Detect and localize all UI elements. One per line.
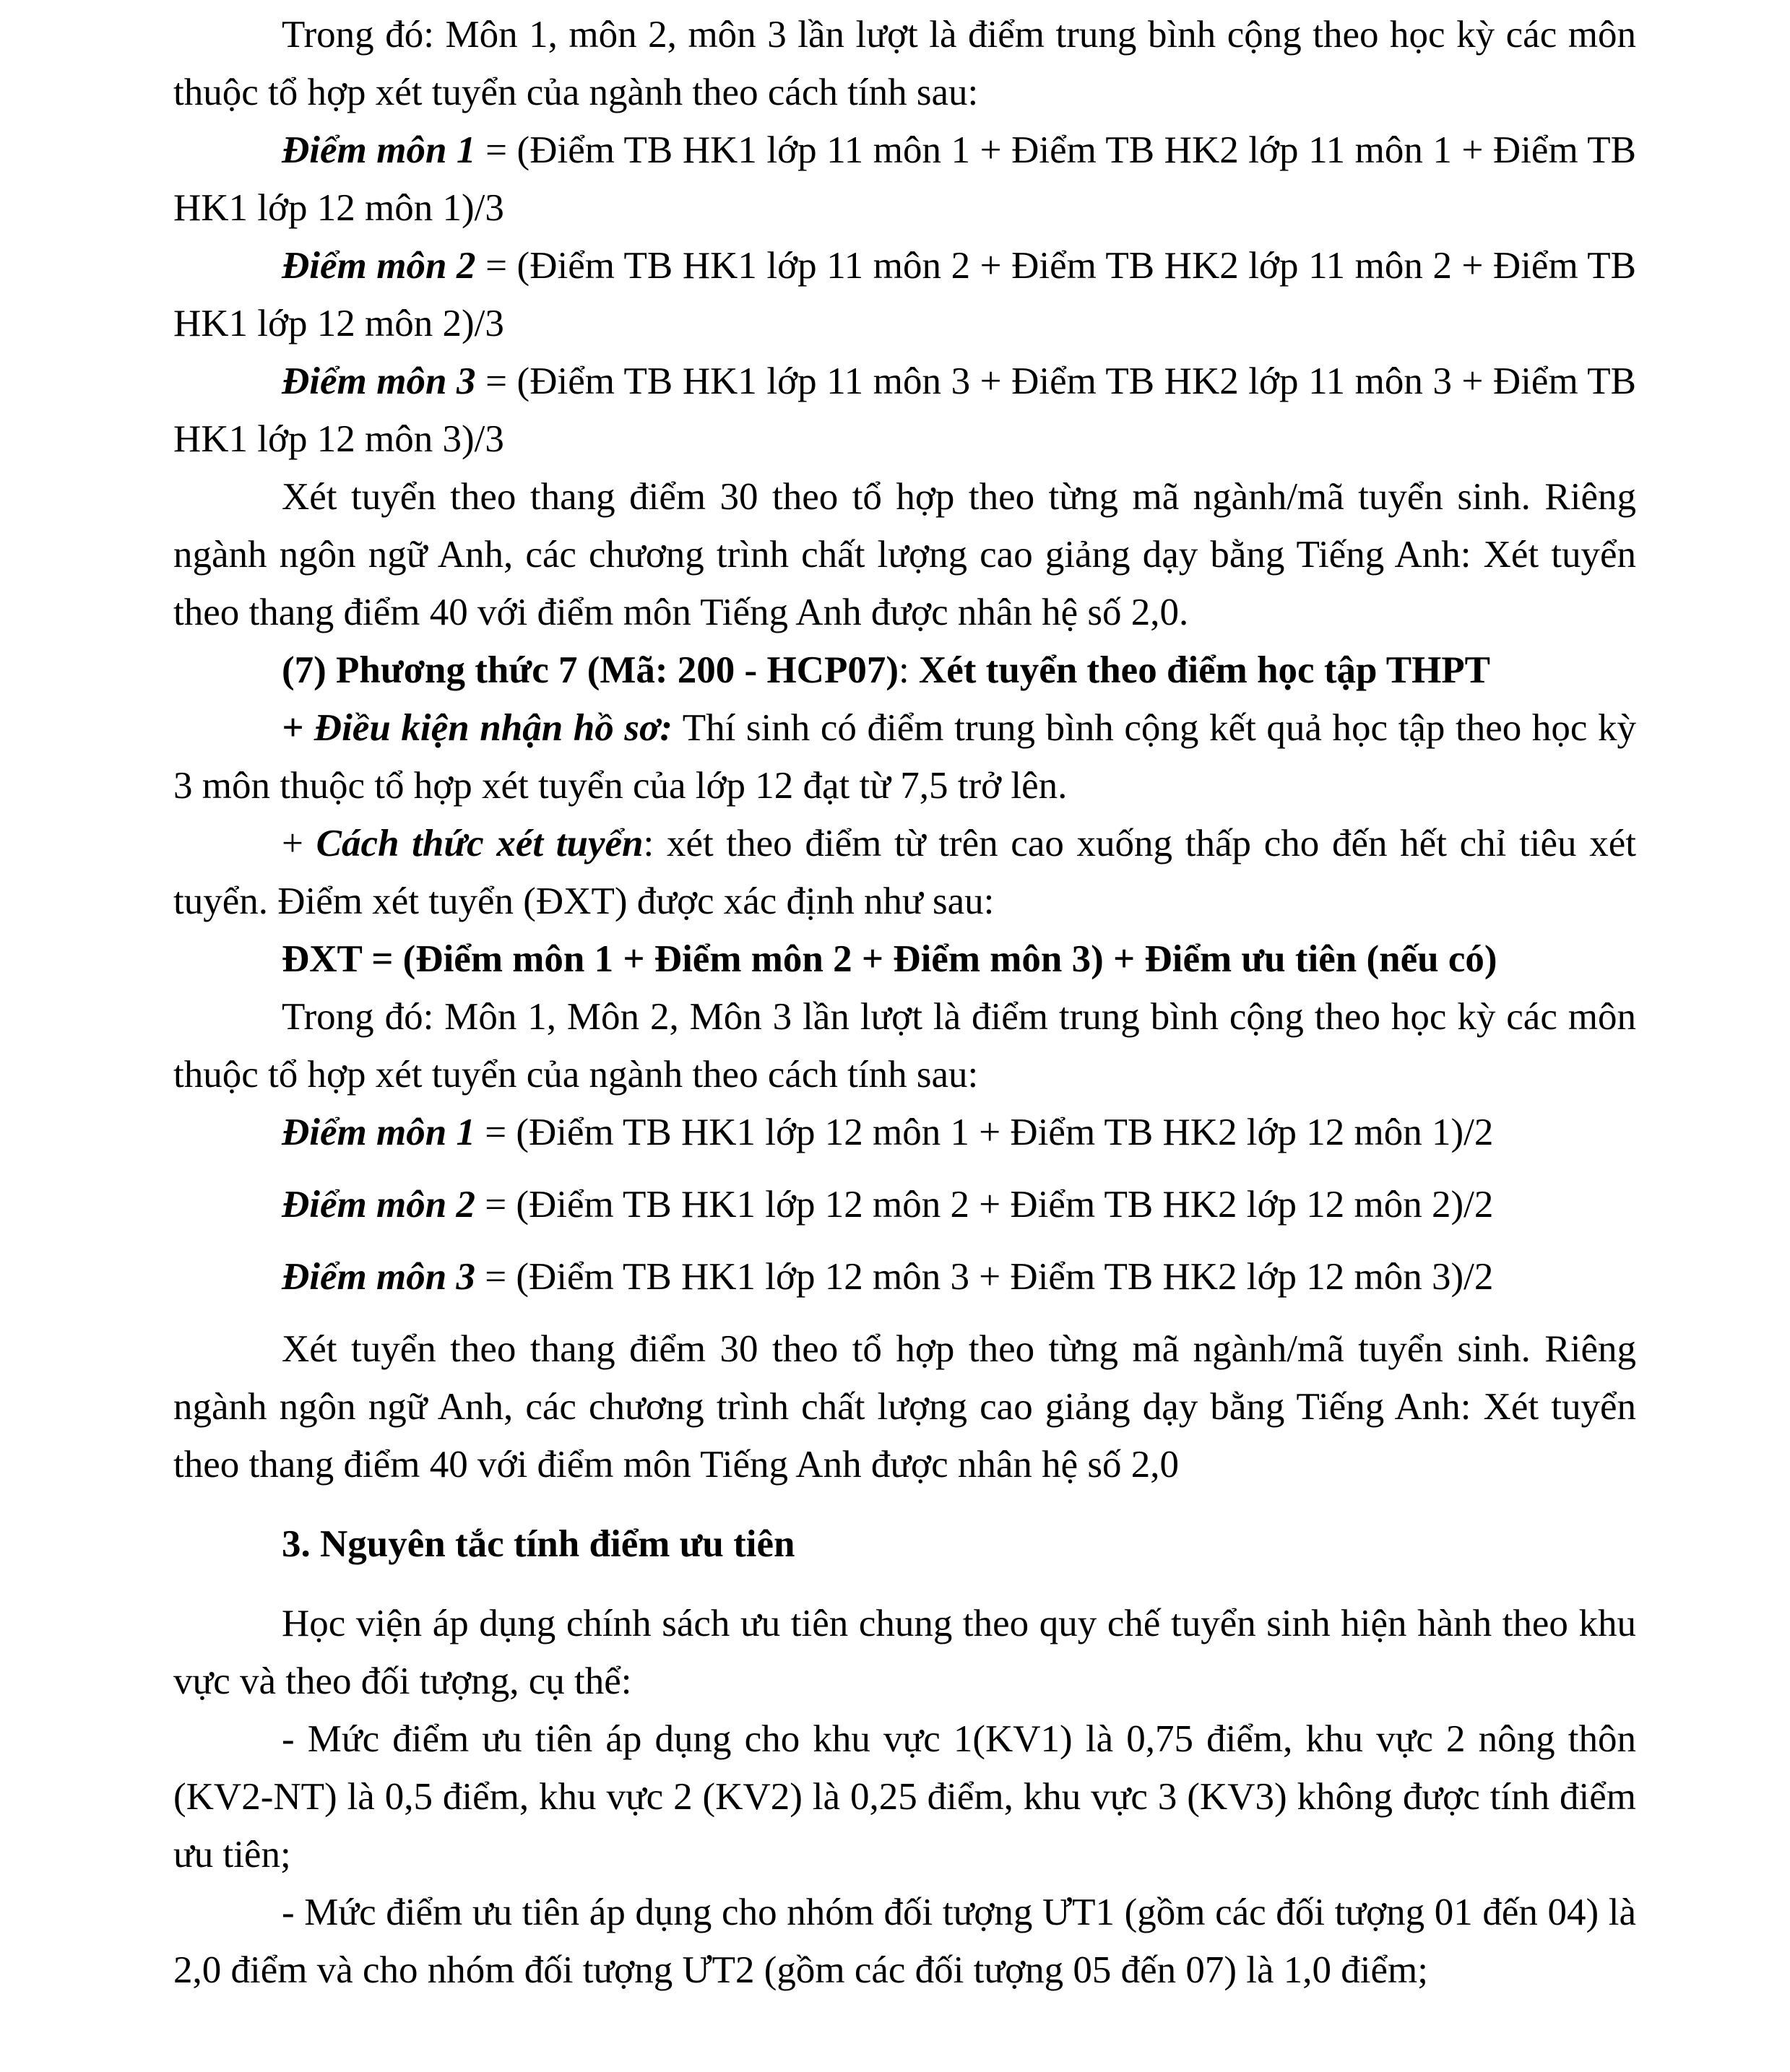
method-text: : xét theo điểm từ trên cao xuống thấp cho đến hết chỉ tiêu xét tuyển. Điểm xét tuyển (ĐXT) được xác định như sau: xyxy=(173,823,1636,922)
method-label: Cách thức xét tuyển xyxy=(316,823,644,864)
formula-expr: = (Điểm TB HK1 lớp 11 môn 2 + Điểm TB HK2 lớp 11 môn 2 + Điểm TB HK1 lớp 12 môn 2)/3 xyxy=(173,245,1636,344)
formula-mon-3-b xyxy=(173,1248,1636,1306)
method7-heading-prefix: (7) Phương thức 7 (Mã: 200 - HCP07) xyxy=(282,649,899,691)
paragraph-intro-method7: Trong đó: Môn 1, Môn 2, Môn 3 lần lượt là điểm trung bình cộng theo học kỳ các môn thuộc tổ hợp xét tuyển của ngành theo cách tính sau: xyxy=(173,996,1636,1096)
document-page xyxy=(173,6,1636,1999)
formula-expr: = (Điểm TB HK1 lớp 12 môn 2 + Điểm TB HK2 lớp 12 môn 2)/2 xyxy=(475,1184,1494,1226)
method-prefix: + xyxy=(282,823,316,864)
formula-mon-1-b xyxy=(173,1104,1636,1161)
condition-text: Thí sinh có điểm trung bình cộng kết quả học tập theo học kỳ 3 môn thuộc tổ hợp xét tuyển của lớp 12 đạt từ 7,5 trở lên. xyxy=(173,707,1636,807)
formula-expr: = (Điểm TB HK1 lớp 12 môn 1 + Điểm TB HK2 lớp 12 môn 1)/2 xyxy=(475,1111,1494,1153)
method7-method xyxy=(173,815,1636,930)
section3-bullet-region: - Mức điểm ưu tiên áp dụng cho khu vực 1(KV1) là 0,75 điểm, khu vực 2 nông thôn (KV2-NT) là 0,5 điểm, khu vực 2 (KV2) là 0,25 điểm, khu vực 3 (KV3) không được tính điểm ưu tiên; xyxy=(173,1718,1636,1876)
section3-bullet-target-group: - Mức điểm ưu tiên áp dụng cho nhóm đối tượng ƯT1 (gồm các đối tượng 01 đến 04) là 2,0 điểm và cho nhóm đối tượng ƯT2 (gồm các đối tượng 05 đến 07) là 1,0 điểm; xyxy=(173,1891,1636,1991)
formula-label: Điểm môn 2 xyxy=(282,245,476,287)
formula-label: Điểm môn 1 xyxy=(282,129,476,171)
method7-condition xyxy=(173,699,1636,815)
method7-heading xyxy=(173,641,1636,699)
formula-label: Điểm môn 3 xyxy=(282,360,476,402)
formula-mon-1-a xyxy=(173,121,1636,237)
formula-expr: = (Điểm TB HK1 lớp 11 môn 1 + Điểm TB HK2 lớp 11 môn 1 + Điểm TB HK1 lớp 12 môn 1)/3 xyxy=(173,129,1636,229)
formula-label: Điểm môn 3 xyxy=(282,1256,475,1298)
formula-mon-3-a xyxy=(173,352,1636,468)
method7-heading-sep: : xyxy=(898,649,919,691)
formula-expr: = (Điểm TB HK1 lớp 11 môn 3 + Điểm TB HK2 lớp 11 môn 3 + Điểm TB HK1 lớp 12 môn 3)/3 xyxy=(173,360,1636,460)
paragraph-scale-note-method7: Xét tuyển theo thang điểm 30 theo tổ hợp theo từng mã ngành/mã tuyển sinh. Riêng ngành ngôn ngữ Anh, các chương trình chất lượng cao giảng dạy bằng Tiếng Anh: Xét tuyển theo thang điểm 40 với điểm môn Tiếng Anh được nhân hệ số 2,0 xyxy=(173,1328,1636,1486)
section3-intro: Học viện áp dụng chính sách ưu tiên chung theo quy chế tuyển sinh hiện hành theo khu vực và theo đối tượng, cụ thể: xyxy=(173,1603,1636,1702)
dxt-formula: ĐXT = (Điểm môn 1 + Điểm môn 2 + Điểm môn 3) + Điểm ưu tiên (nếu có) xyxy=(282,938,1497,980)
paragraph-intro-a: Trong đó: Môn 1, môn 2, môn 3 lần lượt là điểm trung bình cộng theo học kỳ các môn thuộc tổ hợp xét tuyển của ngành theo cách tính sau: xyxy=(173,14,1636,113)
formula-label: Điểm môn 2 xyxy=(282,1184,475,1226)
condition-label: + Điều kiện nhận hồ sơ: xyxy=(282,707,673,749)
formula-mon-2-b xyxy=(173,1176,1636,1234)
paragraph-scale-note-a: Xét tuyển theo thang điểm 30 theo tổ hợp theo từng mã ngành/mã tuyển sinh. Riêng ngành ngôn ngữ Anh, các chương trình chất lượng cao giảng dạy bằng Tiếng Anh: Xét tuyển theo thang điểm 40 với điểm môn Tiếng Anh được nhân hệ số 2,0. xyxy=(173,476,1636,633)
formula-mon-2-a xyxy=(173,237,1636,352)
method7-heading-title: Xét tuyển theo điểm học tập THPT xyxy=(918,649,1491,691)
formula-expr: = (Điểm TB HK1 lớp 12 môn 3 + Điểm TB HK2 lớp 12 môn 3)/2 xyxy=(475,1256,1494,1298)
formula-label: Điểm môn 1 xyxy=(282,1111,475,1153)
section3-heading: 3. Nguyên tắc tính điểm ưu tiên xyxy=(282,1523,795,1565)
